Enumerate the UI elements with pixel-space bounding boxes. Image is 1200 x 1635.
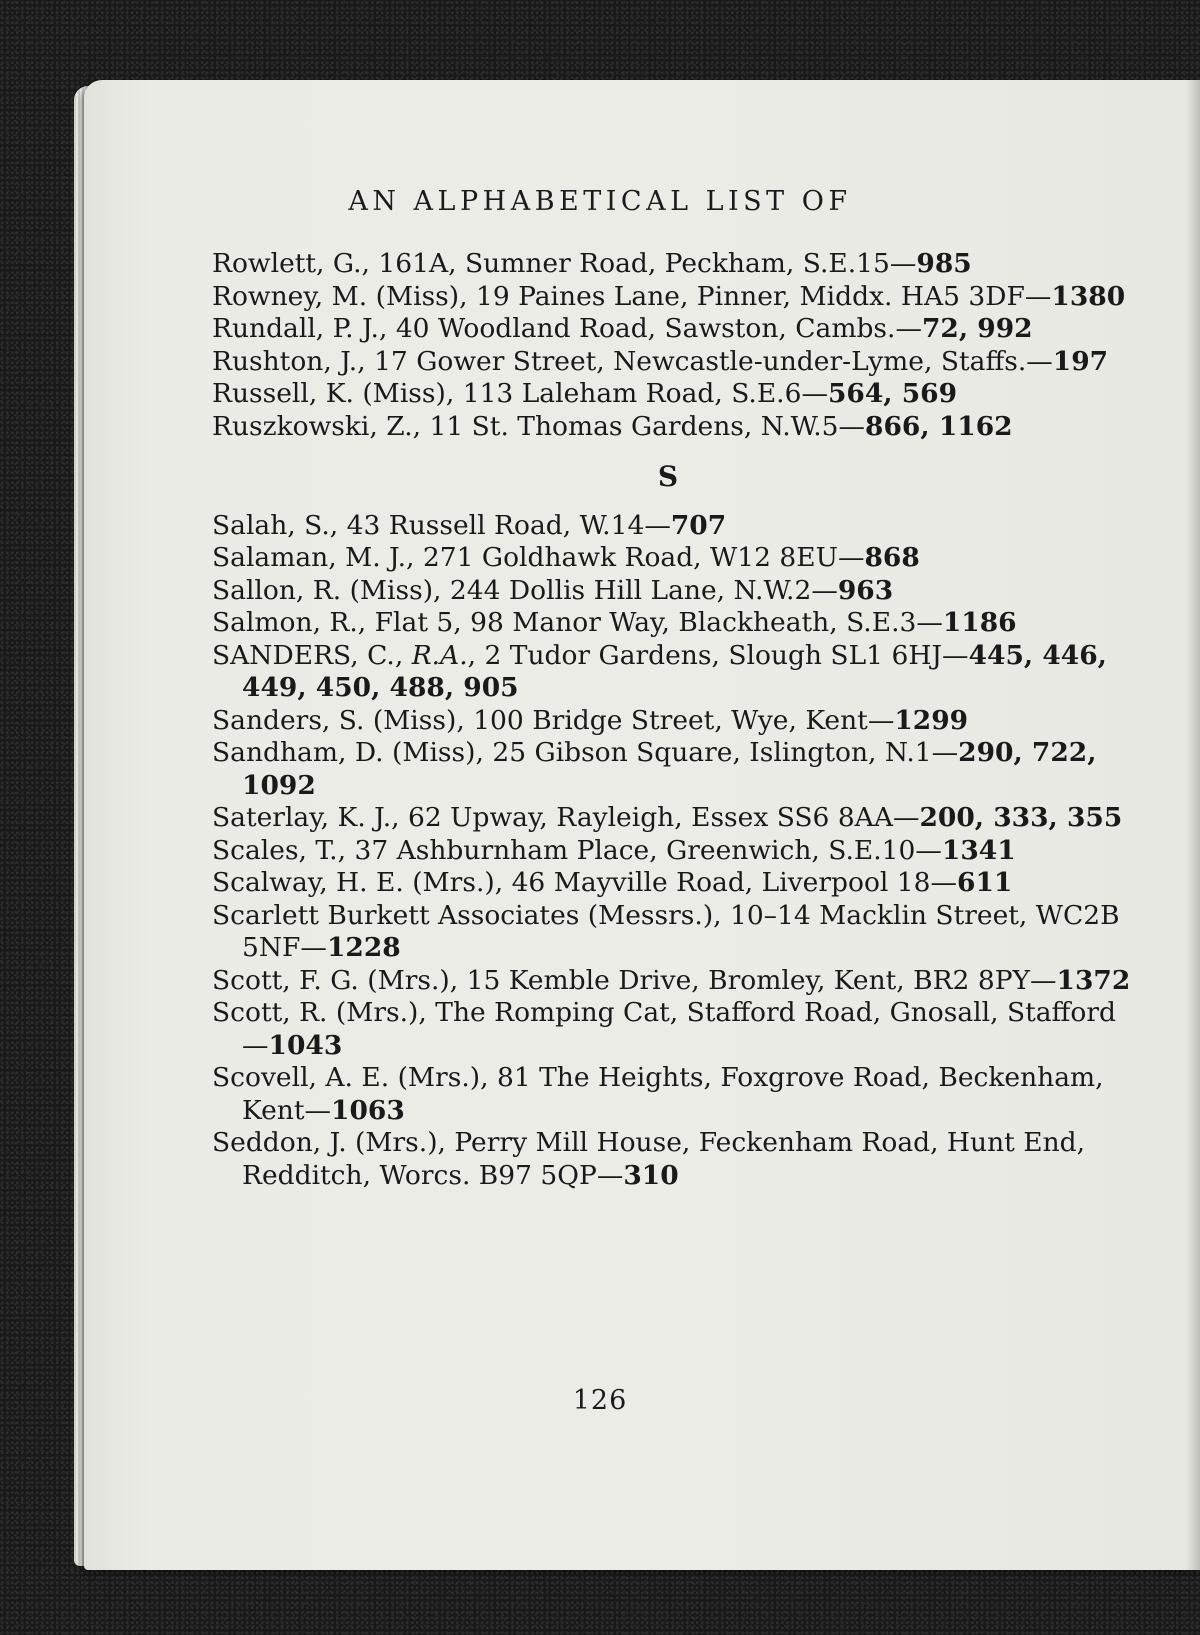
entry-name: Scott, F. G. (Mrs.), <box>212 964 459 996</box>
entry-name: Scales, T., <box>212 834 347 866</box>
entry-name: Scott, R. (Mrs.), <box>212 997 427 1028</box>
list-item <box>212 411 1134 444</box>
entry-refs: 866, 1162 <box>865 410 1013 442</box>
entry-address: 10–14 Macklin Street, WC2B 5NF— <box>242 899 1120 963</box>
entry-address: 100 Bridge Street, Wye, Kent— <box>473 704 895 736</box>
list-item <box>212 607 1134 640</box>
page-gutter-shadow <box>1186 80 1200 1570</box>
entry-address: 43 Russell Road, W.14— <box>346 509 671 541</box>
entry-address: 271 Goldhawk Road, W12 8EU— <box>422 542 865 573</box>
entry-refs: 290, 722, 1092 <box>242 737 1097 801</box>
entries-group-s <box>212 510 1134 1193</box>
entry-refs: 200, 333, 355 <box>919 802 1123 833</box>
list-item <box>212 900 1134 965</box>
entry-name: Scalway, H. E. (Mrs.), <box>212 867 504 898</box>
entry-address: 62 Upway, Rayleigh, Essex SS6 8AA— <box>408 802 920 833</box>
entry-title: R.A. <box>411 639 468 671</box>
entry-name: Salaman, M. J., <box>212 542 415 573</box>
list-item <box>212 835 1134 868</box>
entry-refs: 963 <box>837 574 894 606</box>
entry-refs: 72, 992 <box>921 313 1033 344</box>
entry-refs: 1341 <box>941 834 1016 866</box>
entry-address: Perry Mill House, Feckenham Road, Hunt End, Redditch, Worcs. B97 5QP— <box>242 1127 1086 1191</box>
entry-refs: 1043 <box>268 1029 343 1061</box>
entry-name: Saterlay, K. J., <box>212 802 400 833</box>
entry-refs: 1063 <box>331 1094 405 1126</box>
entry-refs: 564, 569 <box>827 378 958 409</box>
list-item <box>212 313 1134 346</box>
list-item <box>212 281 1134 314</box>
list-item <box>212 802 1134 835</box>
list-item <box>212 542 1134 575</box>
entry-name: Salah, S., <box>212 509 339 541</box>
entry-name: Rushton, J., <box>212 345 366 377</box>
entry-address: , 2 Tudor Gardens, Slough SL1 6HJ— <box>467 639 969 671</box>
entry-address: 113 Laleham Road, S.E.6— <box>462 378 828 409</box>
list-item <box>212 378 1134 411</box>
entry-address: 25 Gibson Square, Islington, N.1— <box>492 737 959 768</box>
entry-refs: 611 <box>957 867 1013 898</box>
entry-address: 17 Gower Street, Newcastle-under-Lyme, Staffs.— <box>374 345 1053 377</box>
entry-name: Russell, K. (Miss), <box>212 378 455 409</box>
entry-refs: 197 <box>1052 345 1109 377</box>
entry-name: Sallon, R. (Miss), <box>212 574 442 606</box>
entry-refs: 1299 <box>894 704 969 736</box>
entry-name: Salmon, R., <box>212 607 367 638</box>
list-item <box>212 997 1134 1062</box>
entry-name: SANDERS, C., <box>212 639 404 671</box>
list-item <box>212 867 1134 900</box>
entry-name: Scarlett Burkett Associates (Messrs.), <box>212 899 722 931</box>
entry-refs: 707 <box>670 509 727 541</box>
list-item <box>212 1062 1134 1127</box>
list-item <box>212 1127 1134 1192</box>
entry-address: The Romping Cat, Stafford Road, Gnosall, Stafford— <box>242 997 1116 1061</box>
entry-name: Sanders, S. (Miss), <box>212 704 465 736</box>
directory-list <box>212 248 1134 1192</box>
entry-name: Seddon, J. (Mrs.), <box>212 1127 446 1158</box>
entry-refs: 1372 <box>1056 964 1131 996</box>
entry-address: 15 Kemble Drive, Bromley, Kent, BR2 8PY— <box>466 964 1057 996</box>
list-item <box>212 346 1134 379</box>
list-item <box>212 705 1134 738</box>
list-item <box>212 510 1134 543</box>
entry-refs: 1380 <box>1051 280 1126 312</box>
list-item <box>212 575 1134 608</box>
entry-address: 161A, Sumner Road, Peckham, S.E.15— <box>378 248 917 279</box>
list-item <box>212 965 1134 998</box>
entry-refs: 985 <box>916 248 972 279</box>
list-item <box>212 737 1134 802</box>
entry-name: Scovell, A. E. (Mrs.), <box>212 1062 489 1093</box>
entries-group-r <box>212 248 1134 443</box>
entry-address: 244 Dollis Hill Lane, N.W.2— <box>449 574 838 606</box>
entry-name: Rowlett, G., <box>212 248 370 279</box>
section-letter: S <box>657 460 679 493</box>
entry-refs: 1186 <box>942 607 1017 638</box>
entry-refs: 445, 446, 449, 450, 488, 905 <box>242 639 1107 703</box>
list-item <box>212 640 1134 705</box>
entry-name: Ruszkowski, Z., <box>212 410 422 442</box>
entry-address: 37 Ashburnham Place, Greenwich, S.E.10— <box>354 834 942 866</box>
entry-name: Rowney, M. (Miss), <box>212 280 468 312</box>
page-number: 126 <box>572 1385 628 1416</box>
list-item <box>212 248 1134 281</box>
entry-name: Rundall, P. J., <box>212 313 388 344</box>
entry-address: Flat 5, 98 Manor Way, Blackheath, S.E.3— <box>374 607 943 638</box>
entry-address: 81 The Heights, Foxgrove Road, Beckenham, Kent— <box>242 1062 1104 1126</box>
entry-refs: 868 <box>864 542 920 573</box>
entry-address: 11 St. Thomas Gardens, N.W.5— <box>429 410 866 442</box>
entry-refs: 1228 <box>326 932 401 963</box>
running-head: AN ALPHABETICAL LIST OF <box>348 186 852 217</box>
entry-address: 19 Paines Lane, Pinner, Middx. HA5 3DF— <box>475 280 1052 312</box>
entry-refs: 310 <box>623 1159 679 1191</box>
entry-address: 40 Woodland Road, Sawston, Cambs.— <box>395 313 922 344</box>
entry-name: Sandham, D. (Miss), <box>212 737 484 768</box>
entry-address: 46 Mayville Road, Liverpool 18— <box>511 867 958 898</box>
